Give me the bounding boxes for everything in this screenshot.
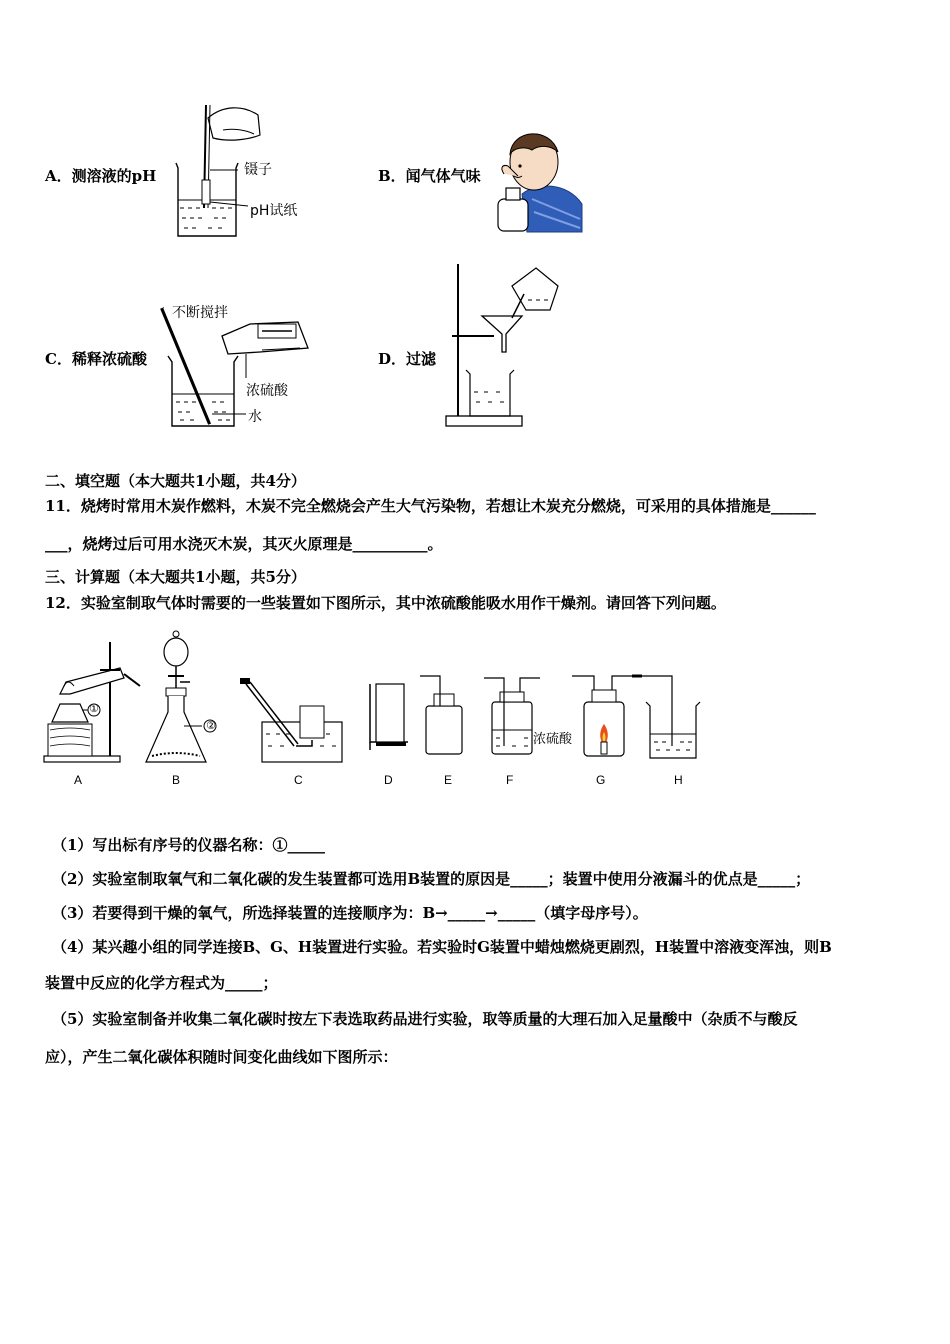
apparatus-letter-g: G — [596, 773, 606, 787]
question-11-line1: 11．烧烤时常用木炭作燃料，木炭不完全燃烧会产生大气污染物，若想让木炭充分燃烧，可采用的具体措施是______ — [45, 497, 816, 515]
section3-heading: 三、计算题（本大题共1小题，共5分） — [45, 568, 306, 586]
apparatus-letter-b: B — [172, 773, 181, 787]
section2-heading: 二、填空题（本大题共1小题，共4分） — [45, 472, 306, 490]
apparatus-g — [572, 676, 642, 756]
stir-label: 不断搅拌 — [172, 305, 228, 321]
apparatus-d — [370, 684, 408, 750]
marker-1: ① — [89, 702, 99, 715]
apparatus-b — [146, 631, 216, 762]
apparatus-f — [484, 678, 540, 754]
subquestion-1: （1）写出标有序号的仪器名称：①_____ — [52, 836, 325, 854]
apparatus-letter-a: A — [74, 773, 83, 787]
question-11-line2: ___，烧烤过后可用水浇灭木炭，其灭火原理是__________。 — [45, 535, 443, 553]
subquestion-4-line2: 装置中反应的化学方程式为_____； — [45, 974, 278, 992]
apparatus-letter-e: E — [444, 773, 453, 787]
apparatus-letter-d: D — [384, 773, 393, 787]
apparatus-h — [642, 676, 700, 758]
water-label: 水 — [248, 409, 262, 425]
apparatus-e — [420, 676, 462, 754]
subquestion-4-line1: （4）某兴趣小组的同学连接B、G、H装置进行实验。若实验时G装置中蜡烛燃烧更剧烈，H装置中溶液变浑浊，则B — [52, 938, 832, 956]
conc-acid-label: 浓硫酸 — [246, 383, 288, 399]
apparatus-figure — [40, 622, 720, 787]
marker-2: ② — [206, 719, 216, 732]
tweezers-label: 镊子 — [244, 162, 272, 178]
subquestion-5-line2: 应），产生二氧化碳体积随时间变化曲线如下图所示： — [45, 1048, 398, 1066]
option-d-label: D．过滤 — [378, 350, 437, 368]
smell-gas-figure — [492, 124, 584, 234]
subquestion-3: （3）若要得到干燥的氧气，所选择装置的连接顺序为：B→_____→_____（填字母序号）。 — [52, 904, 648, 922]
apparatus-letter-c: C — [294, 773, 303, 787]
question-12-stem: 12．实验室制取气体时需要的一些装置如下图所示，其中浓硫酸能吸水用作干燥剂。请回答下列问题。 — [45, 594, 726, 612]
ph-paper-label: pH试纸 — [250, 203, 298, 219]
option-a-label: A．测溶液的pH — [45, 167, 157, 185]
subquestion-5-line1: （5）实验室制备并收集二氧化碳时按左下表选取药品进行实验，取等质量的大理石加入足量酸中（杂质不与酸反 — [52, 1010, 798, 1028]
filtration-figure — [440, 260, 564, 430]
apparatus-letter-f: F — [506, 773, 514, 787]
apparatus-letter-h: H — [674, 773, 683, 787]
apparatus-conc-acid-label: 浓硫酸 — [533, 732, 573, 747]
option-c-label: C．稀释浓硫酸 — [45, 350, 147, 368]
subquestion-2: （2）实验室制取氧气和二氧化碳的发生装置都可选用B装置的原因是_____；装置中使用分液漏斗的优点是_____； — [52, 870, 811, 888]
option-b-label: B．闻气体气味 — [378, 167, 481, 185]
apparatus-c — [240, 678, 342, 762]
